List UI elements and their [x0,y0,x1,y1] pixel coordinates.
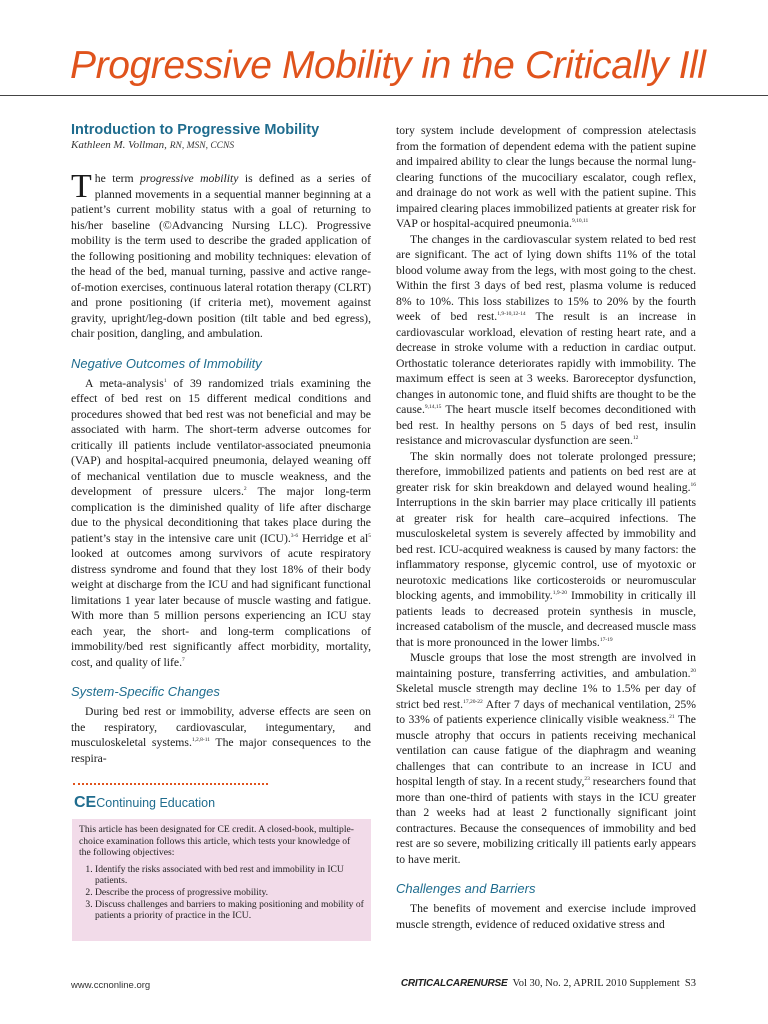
citation: 9,10,11 [571,218,589,224]
paragraph-muscle-groups [396,650,696,867]
citation: 16 [690,481,696,488]
section-heading-introduction: Introduction to Progressive Mobility [71,122,320,138]
text-run: A meta-analysis [85,376,164,390]
ce-objective: 2. Describe the process of progressive mobility. [95,887,364,899]
paragraph-skin-musculoskeletal [396,449,696,651]
ce-logo: CE [74,794,97,811]
text-run: The major long-term complication is the diminished quality of life after discharge due to the physical deconditioning that takes place during the patient’s stay in the intensive care unit (ICU). [71,485,371,545]
ce-objectives-box [72,819,371,941]
author-credentials: RN, MSN, CCNS [169,141,235,151]
text-run: tory system include development of compression atelectasis from the formation of dependent edema with the patient supine and impaired ability to clear the lungs because the normal lung-clearing functions of the mucociliary escalator, cough reflex, and drainage do not work as well with the patient supine. This impaired clearing places immobilized patients at greater risk for VAP or hospital-acquired pneumonia. [396,124,696,230]
author-name: Kathleen M. Vollman, [71,139,167,151]
text-run: Immobility in critically ill patients leads to decreased protein synthesis in muscle, increased catabolism of the muscle, and decreased muscle mass that is more pronounced in the lower limbs. [396,589,696,649]
paragraph-intro [71,168,371,342]
text-run: looked at outcomes among survivors of acute respiratory distress syndrome and found that they lost 18% of their body weight at discharge from the ICU and had significant functional limitations 1 year later because of muscle wasting and fatigue. With more than 5 million persons experiencing an ICU stay each year, the short- and long-term complications of immobility/bed rest significantly affect morbidity, mortality, cost, and quality of life. [71,547,371,669]
paragraph-challenges [396,901,696,932]
citation: 12 [632,435,639,441]
citation: 17,20-22 [463,698,483,705]
citation: 3-6 [290,532,299,539]
paragraph-system-specific [71,704,371,766]
text-run: The changes in the cardiovascular system related to bed rest are significant. The act of lying down shifts 11% of the total blood volume away from the legs, with most going to the chest. Within the first 3 days of bed rest, plasma volume is reduced 8% to 10%. This loss stabilizes to 15% to 20% by the fourth week of bed rest. [396,232,696,323]
citation: 9,14,15 [424,404,442,410]
text-run: Herridge et al [298,531,369,545]
subheading-system-specific: System-Specific Changes [71,684,220,699]
subheading-negative-outcomes: Negative Outcomes of Immobility [71,355,262,371]
page-number: S3 [684,978,696,989]
text-run: Skeletal muscle strength may decline 1% to 1.5% per day of strict bed rest. [396,682,696,711]
paragraph-negative-outcomes [71,376,371,671]
text-run: he term [94,172,141,185]
ce-heading [74,794,215,812]
text-run: The heart muscle itself becomes deconditioned with bed rest. In healthy persons on 5 days of bed rest, insulin resistance and microvascular dysfunction are seen. [396,403,696,447]
drop-cap: T [71,168,92,205]
citation: 2 [243,486,247,492]
citation: 17-19 [599,636,613,643]
emphasis-term: progressive mobility [140,172,239,185]
ce-intro: This article has been designated for CE credit. A closed-book, multiple-choice examination follows this article, which tests your knowledge of the following objectives: [79,824,354,859]
journal-name: CRITICALCARENURSE [400,978,508,989]
citation: 23 [584,776,590,782]
article-title: Progressive Mobility in the Critically Ill [70,44,706,87]
citation: 21 [669,714,675,720]
issue-info: Vol 30, No. 2, APRIL 2010 Supplement [512,978,680,989]
citation: 1,2,8-11 [191,737,211,743]
text-run: is defined as a series of planned movements in a sequential manner beginning at a patient’s current mobility status with a goal of returning to his/her baseline (©Advancing Nursing LLC). Progressive mobility is the term used to describe the graded application of the following positioning and mobility techniques: elevation of the head of the bed, manual turning, passive and active range-of-motion exercises, continuous lateral rotation therapy (CLRT) and prone positioning (if criteria met), movement against gravity, upright/leg-down position (tilt table and bed egress), chair position, dangling, and ambulation. [71,172,371,340]
text-run: After 7 days of mechanical ventilation, 25% to 33% of patients experience clinically visible weakness. [396,697,697,726]
text-run: During bed rest or immobility, adverse effects are seen on the respiratory, cardiovascular, integumentary, and musculoskeletal systems. [71,705,371,749]
subheading-challenges: Challenges and Barriers [396,881,536,896]
text-run: The major consequences to the respira- [71,736,371,765]
title-rule [0,95,768,96]
author-byline [71,139,371,153]
paragraph-respiratory [396,123,696,232]
citation: 5 [368,532,372,539]
text-run: The skin normally does not tolerate prolonged pressure; therefore, immobilized patients and patients on bed rest are at greater risk for skin breakdown and delayed wound healing. [396,449,696,494]
ce-objective: 3. Discuss challenges and barriers to making positioning and mobility of patients a priority of practice in the ICU. [95,899,364,922]
footer-citation [401,978,696,989]
ce-objective: 1. Identify the risks associated with bed rest and immobility in ICU patients. [95,864,364,887]
right-column [396,123,696,932]
footer-url[interactable]: www.ccnonline.org [71,980,151,991]
citation: 7 [182,656,185,663]
text-run: The benefits of movement and exercise include improved muscle strength, evidence of reduced oxidative stress and [396,902,696,931]
ce-dotted-divider [73,783,268,785]
ce-objectives-list [79,864,364,922]
citation: 20 [690,667,696,674]
left-column [71,121,371,766]
text-run: researchers found that more than one-third of patients with stays in the ICU greater than 2 weeks had at least 2 functionally significant joint contractures. Because the consequences of immobility and bed rest are so severe, mobilizing critically ill patients early appears to have merit. [396,775,696,866]
citation: 1,9-10,12-14 [497,311,526,317]
ce-label: Continuing Education [96,796,216,810]
text-run: Muscle groups that lose the most strength are involved in maintaining posture, transferring activities, and ambulation. [396,651,696,680]
text-run: The result is an increase in cardiovascular workload, elevation of resting heart rate, and a decrease in stroke volume with a reduction in cardiac output. Orthostatic tolerance deteriorates rapidly with immobility. The maximum effect is seen at 3 weeks. Baroreceptor dysfunction, changes in autonomic tone, and fluid shifts are thought to be the cause. [396,310,696,416]
text-run: of 39 randomized trials examining the effect of bed rest on 15 different medical conditions and procedures showed that bed rest was not beneficial and may be associated with harm. The short-term adverse outcomes for critically ill patients include ventilator-associated pneumonia (VAP) and hospital-acquired pneumonia, delayed weaning off of mechanical ventilation due to muscle weakness, and the development of pressure ulcers. [71,376,371,498]
citation: 1 [163,377,167,384]
citation: 1,9-20 [552,590,567,596]
paragraph-cardiovascular [396,232,696,449]
text-run: The muscle atrophy that occurs in patients receiving mechanical ventilation can cause fatigue of the diaphragm and weaning challenges that can contribute to an increase in ICU and hospital length of stay. In a recent study, [396,713,696,788]
text-run: Interruptions in the skin barrier may place critically ill patients at greater risk for health care–acquired infections. The musculoskeletal system is severely affected by immobility and bed rest. ICU-acquired weakness is caused by many factors: the inflammatory response, glycemic control, use of myotoxic or neurotoxic medications like corticosteroids or neuromuscular blocking agents, and immobility. [396,496,696,602]
